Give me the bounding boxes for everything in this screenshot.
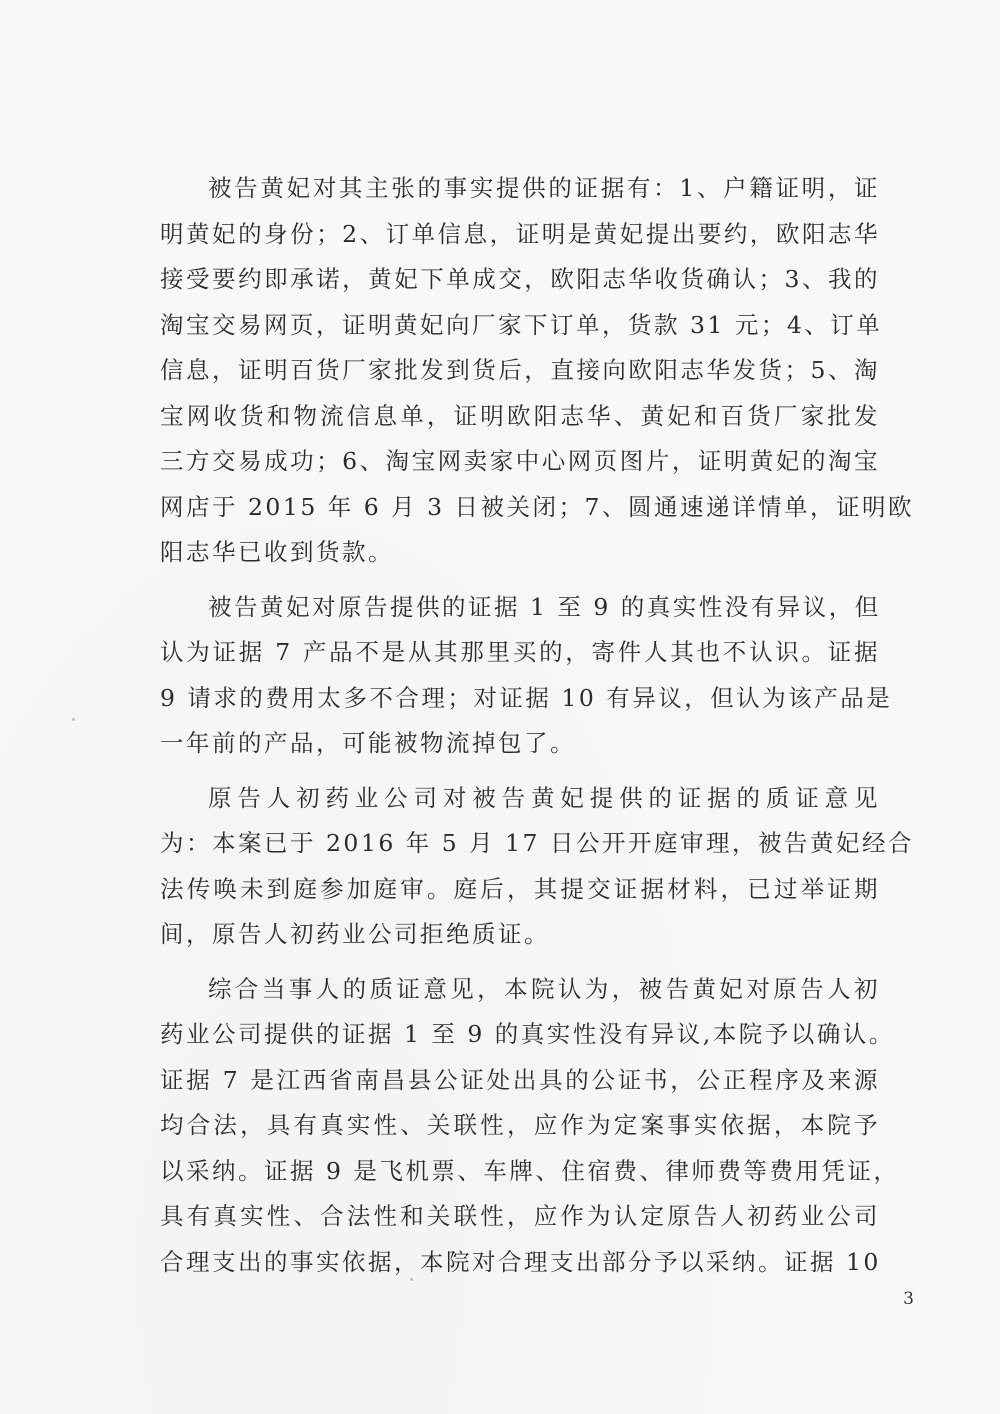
paragraph-line: 阳志华已收到货款。 — [160, 538, 394, 566]
paragraph-line: 药业公司提供的证据 1 至 9 的真实性没有异议,本院予以确认。 — [160, 1020, 895, 1048]
paragraph — [160, 967, 900, 1286]
scan-speck — [72, 718, 75, 721]
paragraph — [160, 585, 893, 767]
paragraph-line: 间，原告人初药业公司拒绝质证。 — [160, 920, 550, 948]
paragraph-line: 综合当事人的质证意见，本院认为，被告黄妃对原告人初 — [208, 974, 880, 1003]
paragraph-line: 认为证据 7 产品不是从其那里买的，寄件人其也不认识。证据 — [160, 638, 880, 666]
paragraph-line: 网店于 2015 年 6 月 3 日被关闭；7、圆通速递详情单，证明欧 — [160, 492, 914, 521]
paragraph — [160, 776, 914, 958]
paragraph-line: 均合法，具有真实性、关联性，应作为定案事实依据，本院予 — [160, 1111, 880, 1139]
paragraph-line: 宝网收货和物流信息单，证明欧阳志华、黄妃和百货厂家批发 — [160, 401, 880, 430]
paragraph-line: 明黄妃的身份；2、订单信息，证明是黄妃提出要约，欧阳志华 — [160, 219, 880, 248]
paragraph-line: 被告黄妃对原告提供的证据 1 至 9 的真实性没有异议，但 — [208, 592, 881, 621]
paragraph-line: 一年前的产品，可能被物流掉包了。 — [160, 729, 576, 757]
paragraph-line: 接受要约即承诺，黄妃下单成交，欧阳志华收货确认；3、我的 — [160, 265, 880, 293]
paragraph — [160, 166, 914, 576]
page-number: 3 — [903, 1289, 914, 1309]
paragraph-line: 证据 7 是江西省南昌县公证处出具的公证书，公正程序及来源 — [160, 1065, 880, 1094]
paragraph-line: 淘宝交易网页，证明黄妃向厂家下订单，货款 31 元；4、订单 — [160, 310, 883, 339]
paragraph-line: 9 请求的费用太多不合理；对证据 10 有异议，但认为该产品是 — [160, 683, 893, 712]
paragraph-line: 为：本案已于 2016 年 5 月 17 日公开开庭审理，被告黄妃经合 — [160, 829, 914, 857]
document-body — [160, 166, 914, 1285]
paragraph-line: 合理支出的事实依据，本院对合理支出部分予以采纳。证据 10 — [160, 1247, 881, 1276]
paragraph-line: 法传唤未到庭参加庭审。庭后，其提交证据材料，已过举证期 — [160, 874, 880, 903]
paragraph-line: 具有真实性、合法性和关联性，应作为认定原告人初药业公司 — [160, 1202, 880, 1230]
paragraph-line: 以采纳。证据 9 是飞机票、车牌、住宿费、律师费等费用凭证， — [160, 1156, 900, 1185]
paragraph-line: 信息，证明百货厂家批发到货后，直接向欧阳志华发货；5、淘 — [160, 356, 880, 384]
paragraph-line: 三方交易成功；6、淘宝网卖家中心网页图片，证明黄妃的淘宝 — [160, 447, 880, 475]
paragraph-line: 被告黄妃对其主张的事实提供的证据有：1、户籍证明，证 — [208, 174, 880, 202]
paragraph-line: 原告人初药业公司对被告黄妃提供的证据的质证意见 — [208, 783, 880, 812]
